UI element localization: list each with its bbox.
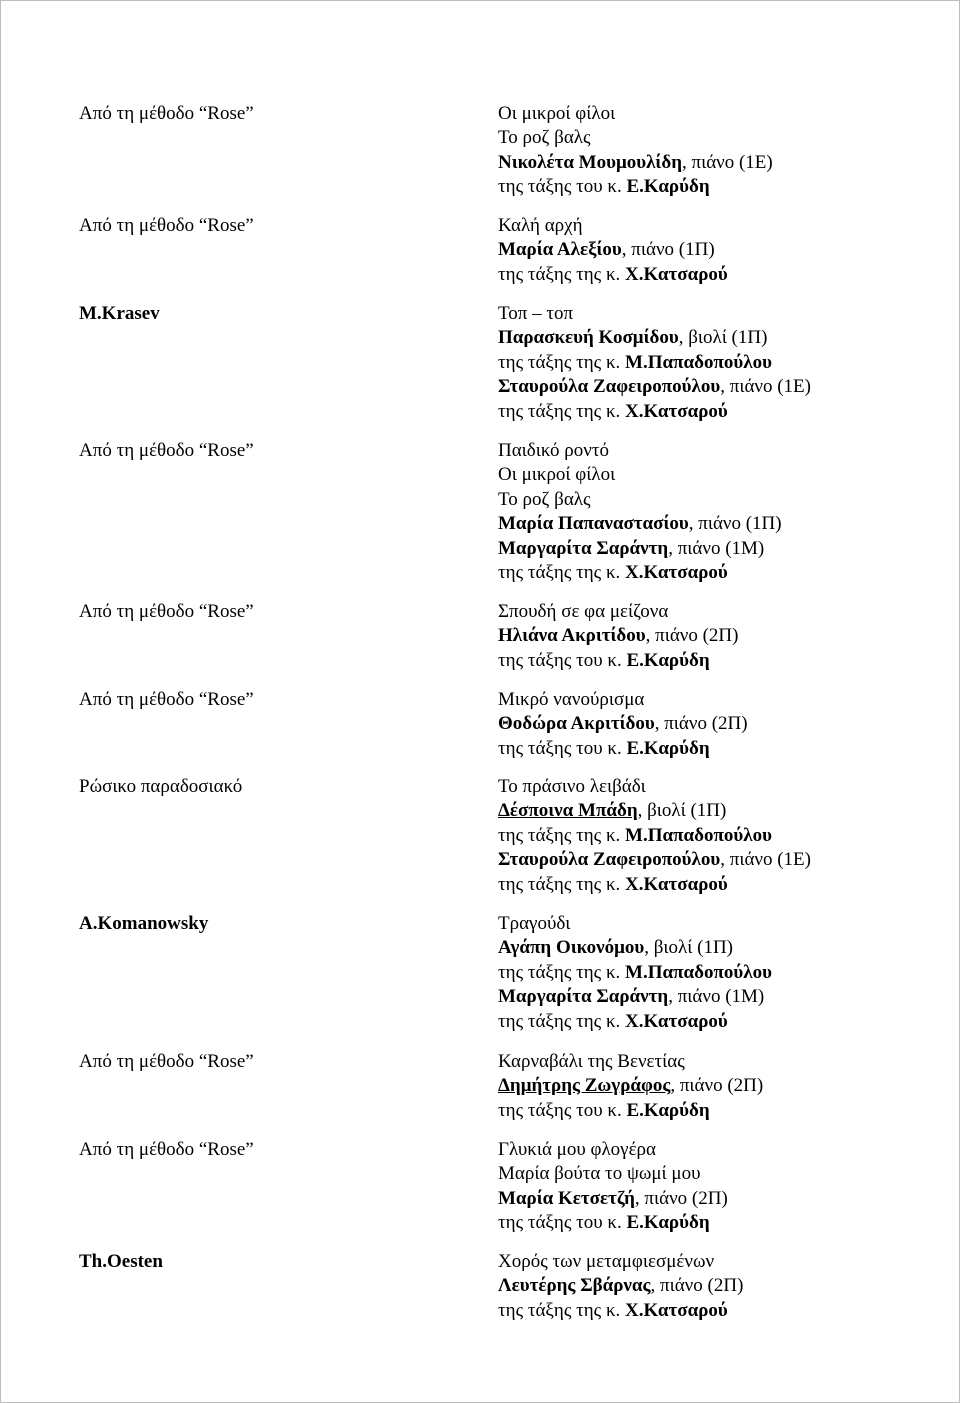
- detail-line: [498, 375, 811, 399]
- detail-line: [498, 936, 772, 960]
- detail-line: [498, 624, 739, 648]
- piece-details: [498, 600, 739, 673]
- detail-text: , πιάνο (1Ε): [720, 849, 811, 871]
- detail-line: [498, 238, 728, 262]
- performer-or-teacher-name: Σταυρούλα Ζαφειροπούλου: [498, 849, 721, 871]
- detail-line: [498, 537, 782, 561]
- performer-or-teacher-name: Χ.Κατσαρού: [625, 1299, 728, 1321]
- performer-or-teacher-name: Μαρία Αλεξίου: [498, 239, 622, 261]
- detail-line: [498, 175, 773, 199]
- detail-line: [498, 512, 782, 536]
- detail-text: , πιάνο (1Μ): [668, 986, 765, 1008]
- performer-or-teacher-name: Ε.Καρύδη: [626, 737, 710, 759]
- detail-text: της τάξης του κ.: [498, 737, 627, 759]
- piece-details: [498, 688, 748, 761]
- performer-or-teacher-name: Νικολέτα Μουμουλίδη: [498, 151, 682, 173]
- detail-line: [498, 1274, 743, 1298]
- detail-text: της τάξης της κ.: [498, 561, 626, 583]
- detail-text: της τάξης της κ.: [498, 824, 626, 846]
- performer-or-teacher-name: Θοδώρα Ακριτίδου: [498, 713, 655, 735]
- detail-line: [498, 561, 782, 585]
- detail-line: [498, 712, 748, 736]
- detail-text: της τάξης της κ.: [498, 1299, 626, 1321]
- detail-text: , πιάνο (2Π): [670, 1075, 764, 1097]
- detail-text: , πιάνο (2Π): [654, 713, 748, 735]
- detail-text: , βιολί (1Π): [637, 800, 727, 822]
- detail-text: , πιάνο (1Μ): [668, 537, 765, 559]
- piece-details: [498, 302, 811, 424]
- detail-line: [498, 737, 748, 761]
- detail-text: Χορός των μεταμφιεσμένων: [498, 1251, 715, 1272]
- performer-or-teacher-name: Χ.Κατσαρού: [625, 1010, 728, 1032]
- performer-or-teacher-name: Δέσποινα Μπάδη: [498, 800, 638, 822]
- detail-line: [498, 688, 748, 712]
- performer-or-teacher-name: Ηλιάνα Ακριτίδου: [498, 625, 646, 647]
- detail-line: [498, 961, 772, 985]
- detail-text: Μαρία βούτα το ψωμί μου: [498, 1163, 701, 1185]
- composer: Από τη μέθοδο “Rose”: [79, 1139, 254, 1160]
- detail-line: [498, 1074, 763, 1098]
- performer-or-teacher-name: Χ.Κατσαρού: [625, 561, 728, 583]
- performer-or-teacher-name: Ε.Καρύδη: [626, 1212, 710, 1234]
- performer-or-teacher-name: Ε.Καρύδη: [626, 1099, 710, 1121]
- detail-text: Το πράσινο λειβάδι: [498, 776, 646, 797]
- piece-details: [498, 102, 773, 200]
- detail-line: [498, 263, 728, 287]
- performer-or-teacher-name: Μ.Παπαδοπούλου: [625, 824, 772, 846]
- detail-line: [498, 1187, 728, 1211]
- performer-or-teacher-name: Σταυρούλα Ζαφειροπούλου: [498, 376, 721, 398]
- detail-text: , πιάνο (1Ε): [720, 376, 811, 398]
- composer: M.Krasev: [79, 303, 160, 324]
- detail-text: , πιάνο (2Π): [634, 1187, 728, 1209]
- detail-line: [498, 126, 773, 150]
- piece-details: [498, 1250, 743, 1323]
- detail-line: [498, 463, 782, 487]
- piece-details: [498, 912, 772, 1034]
- detail-text: της τάξης της κ.: [498, 263, 626, 285]
- piece-details: [498, 214, 728, 287]
- performer-or-teacher-name: Χ.Κατσαρού: [625, 400, 728, 422]
- piece-details: [498, 775, 811, 897]
- detail-line: [498, 1299, 743, 1323]
- performer-or-teacher-name: Μαργαρίτα Σαράντη: [498, 986, 669, 1008]
- detail-line: [498, 302, 811, 326]
- performer-or-teacher-name: Μ.Παπαδοπούλου: [625, 961, 772, 983]
- detail-line: [498, 488, 782, 512]
- detail-line: [498, 873, 811, 897]
- detail-text: Γλυκιά μου φλογέρα: [498, 1139, 656, 1160]
- detail-text: Το ροζ βαλς: [498, 488, 591, 510]
- detail-text: της τάξης του κ.: [498, 176, 627, 198]
- detail-text: της τάξης της κ.: [498, 873, 626, 895]
- detail-text: Οι μικροί φίλοι: [498, 103, 616, 124]
- detail-text: Καλή αρχή: [498, 215, 583, 236]
- performer-or-teacher-name: Ε.Καρύδη: [626, 176, 710, 198]
- detail-line: [498, 775, 811, 799]
- piece-details: [498, 1050, 763, 1123]
- detail-text: Τραγούδι: [498, 913, 571, 934]
- detail-text: Παιδικό ροντό: [498, 440, 609, 461]
- detail-line: [498, 214, 728, 238]
- performer-or-teacher-name: Δημήτρης Ζωγράφος: [498, 1075, 671, 1097]
- composer: Από τη μέθοδο “Rose”: [79, 1051, 254, 1072]
- performer-or-teacher-name: Μ.Παπαδοπούλου: [625, 351, 772, 373]
- detail-line: [498, 600, 739, 624]
- performer-or-teacher-name: Χ.Κατσαρού: [625, 873, 728, 895]
- composer: Th.Oesten: [79, 1251, 163, 1272]
- performer-or-teacher-name: Ε.Καρύδη: [626, 649, 710, 671]
- composer: Ρώσικο παραδοσιακό: [79, 776, 243, 797]
- detail-text: της τάξης της κ.: [498, 1010, 626, 1032]
- composer: A.Komanowsky: [79, 913, 209, 934]
- detail-line: [498, 848, 811, 872]
- detail-text: , πιάνο (1Ε): [681, 151, 773, 173]
- detail-text: της τάξης της κ.: [498, 961, 626, 983]
- detail-line: [498, 1138, 728, 1162]
- detail-line: [498, 649, 739, 673]
- composer: Από τη μέθοδο “Rose”: [79, 215, 254, 236]
- performer-or-teacher-name: Μαργαρίτα Σαράντη: [498, 537, 669, 559]
- detail-text: , βιολί (1Π): [644, 937, 733, 959]
- detail-line: [498, 1211, 728, 1235]
- performer-or-teacher-name: Μαρία Παπαναστασίου: [498, 513, 689, 535]
- composer: Από τη μέθοδο “Rose”: [79, 103, 254, 124]
- detail-text: της τάξης της κ.: [498, 400, 626, 422]
- detail-text: Οι μικροί φίλοι: [498, 464, 616, 486]
- piece-details: [498, 1138, 728, 1236]
- detail-text: , πιάνο (2Π): [645, 625, 739, 647]
- performer-or-teacher-name: Παρασκευή Κοσμίδου: [498, 327, 679, 349]
- detail-line: [498, 799, 811, 823]
- detail-line: [498, 1099, 763, 1123]
- detail-line: [498, 439, 782, 463]
- detail-line: [498, 351, 811, 375]
- composer: Από τη μέθοδο “Rose”: [79, 601, 254, 622]
- detail-line: [498, 1050, 763, 1074]
- detail-line: [498, 985, 772, 1009]
- detail-line: [498, 1162, 728, 1186]
- detail-text: Μικρό νανούρισμα: [498, 689, 645, 710]
- detail-text: , πιάνο (1Π): [621, 239, 715, 261]
- detail-text: , πιάνο (2Π): [650, 1275, 744, 1297]
- performer-or-teacher-name: Χ.Κατσαρού: [625, 263, 728, 285]
- composer: Από τη μέθοδο “Rose”: [79, 689, 254, 710]
- performer-or-teacher-name: Μαρία Κετσετζή: [498, 1187, 635, 1209]
- detail-text: της τάξης του κ.: [498, 649, 627, 671]
- detail-text: της τάξης του κ.: [498, 1212, 627, 1234]
- detail-text: , πιάνο (1Π): [688, 513, 782, 535]
- detail-line: [498, 102, 773, 126]
- detail-text: Τοπ – τοπ: [498, 303, 574, 324]
- piece-details: [498, 439, 782, 585]
- performer-or-teacher-name: Αγάπη Οικονόμου: [498, 937, 645, 959]
- detail-text: , βιολί (1Π): [678, 327, 768, 349]
- detail-line: [498, 151, 773, 175]
- detail-line: [498, 1010, 772, 1034]
- performer-or-teacher-name: Λευτέρης Σβάρνας: [498, 1275, 651, 1297]
- detail-line: [498, 326, 811, 350]
- detail-line: [498, 400, 811, 424]
- detail-line: [498, 1250, 743, 1274]
- detail-line: [498, 824, 811, 848]
- detail-text: της τάξης του κ.: [498, 1099, 627, 1121]
- detail-text: Το ροζ βαλς: [498, 127, 591, 149]
- detail-text: Σπουδή σε φα μείζονα: [498, 601, 669, 622]
- detail-line: [498, 912, 772, 936]
- composer: Από τη μέθοδο “Rose”: [79, 440, 254, 461]
- detail-text: της τάξης της κ.: [498, 351, 626, 373]
- detail-text: Καρναβάλι της Βενετίας: [498, 1051, 685, 1072]
